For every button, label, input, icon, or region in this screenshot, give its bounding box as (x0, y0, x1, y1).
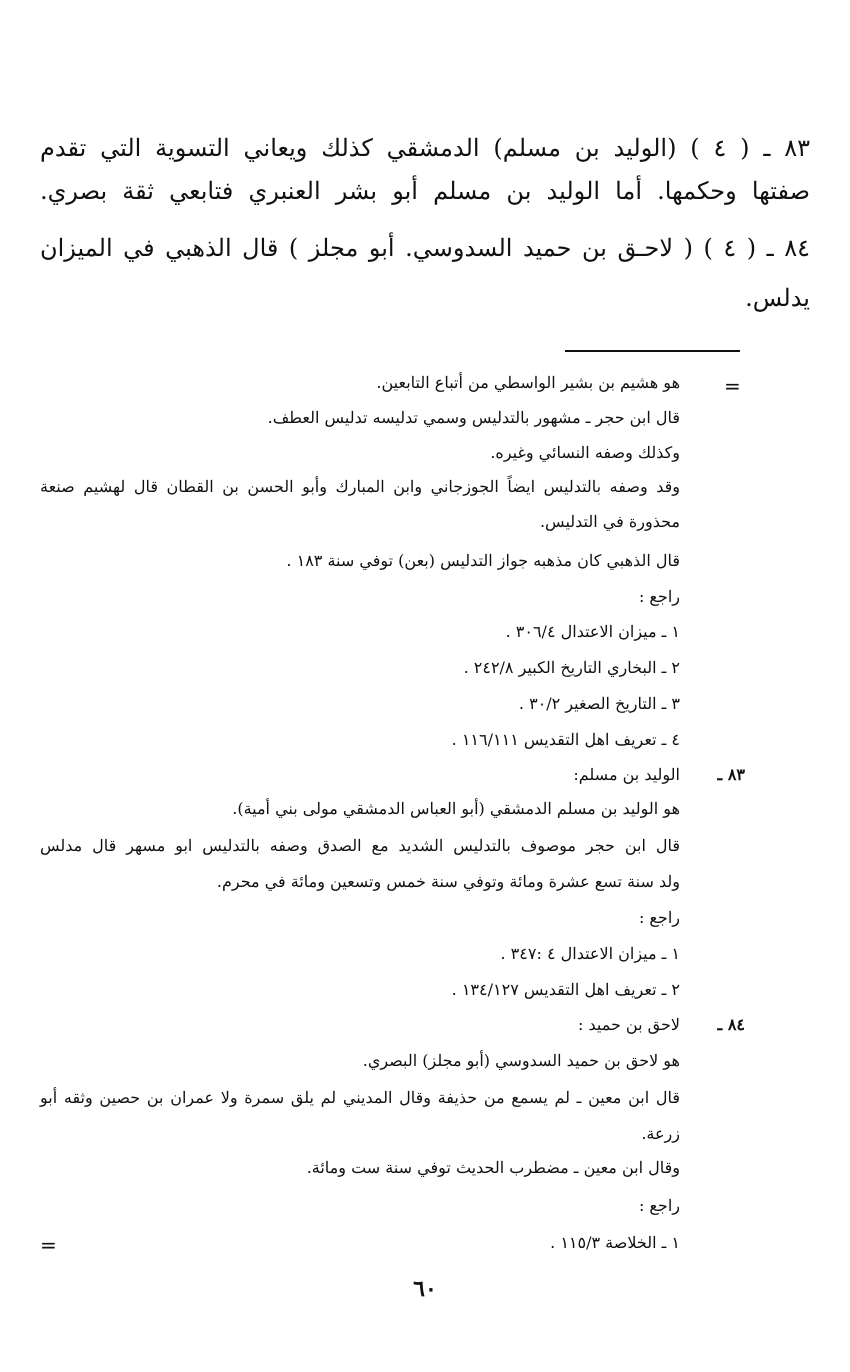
footnote-line: وقد وصفه بالتدليس ايضاً الجوزجاني وابن المبارك وأبو الحسن بن القطان قال لهشيم صنعة (40, 477, 680, 496)
footnote-line: محذورة في التدليس. (539, 512, 680, 531)
footnote-line: هو هشيم بن بشير الواسطي من أتباع التابعين. (376, 373, 680, 392)
footnote-line: قال ابن حجر ـ مشهور بالتدليس وسمي تدليسه تدليس العطف. (267, 408, 680, 427)
footnote-line: هو الوليد بن مسلم الدمشقي (أبو العباس الدمشقي مولى بني أمية). (232, 799, 680, 818)
footnote-line: ١ ـ الخلاصة ١١٥/٣ . (550, 1233, 680, 1252)
footnote-line: ١ ـ ميزان الاعتدال ٣٠٦/٤ . (505, 622, 680, 641)
main-line-4: يدلس. (745, 284, 810, 312)
continuation-mark-top: = (724, 374, 741, 398)
footnote-line: ٢ ـ البخاري التاريخ الكبير ٢٤٢/٨ . (463, 658, 680, 677)
page-number: ٦٠ (413, 1276, 437, 1302)
footnote-line: وقال ابن معين ـ مضطرب الحديث توفي سنة ست ومائة. (306, 1158, 680, 1177)
footnote-line: قال ابن معين ـ لم يسمع من حذيفة وقال المديني لم يلق سمرة ولا عمران بن حصين وثقه أبو (40, 1088, 680, 1107)
main-line-3: ٨٤ ـ ( ٤ ) ( لاحـق بن حميد السدوسي. أبو مجلز ) قال الذهبي في الميزان (40, 234, 811, 262)
footnote-number-83: ٨٣ ـ (717, 765, 745, 784)
footnote-line: ٢ ـ تعريف اهل التقديس ١٣٤/١٢٧ . (451, 980, 680, 999)
footnote-separator (565, 350, 740, 352)
footnote-line: ٤ ـ تعريف اهل التقديس ١١٦/١١١ . (451, 730, 680, 749)
footnote-line: ٣ ـ التاريخ الصغير ٣٠/٢ . (518, 694, 680, 713)
main-line-2: صفتها وحكمها. أما الوليد بن مسلم أبو بشر العنبري فتابعي ثقة بصري. (40, 177, 810, 205)
footnote-line: هو لاحق بن حميد السدوسي (أبو مجلز) البصري. (362, 1051, 680, 1070)
footnote-heading: لاحق بن حميد : (577, 1015, 680, 1034)
footnote-line: زرعة. (641, 1124, 680, 1143)
footnote-heading: الوليد بن مسلم: (573, 765, 680, 784)
footnote-line: قال ابن حجر موصوف بالتدليس الشديد مع الصدق وصفه بالتدليس ابو مسهر قال مدلس (40, 836, 680, 855)
footnote-line: ولد سنة تسع عشرة ومائة وتوفي سنة خمس وتسعين ومائة في محرم. (216, 872, 680, 891)
footnote-line: وكذلك وصفه النسائي وغيره. (490, 443, 680, 462)
footnote-line: ١ ـ ميزان الاعتدال ٤ :٣٤٧ . (500, 944, 680, 963)
main-line-1: ٨٣ ـ ( ٤ ) (الوليد بن مسلم) الدمشقي كذلك ويعاني التسوية التي تقدم (40, 134, 811, 162)
footnote-line: راجع : (638, 1196, 680, 1215)
footnote-line: قال الذهبي كان مذهبه جواز التدليس (بعن) توفي سنة ١٨٣ . (286, 551, 680, 570)
footnote-line: راجع : (638, 908, 680, 927)
footnote-number-84: ٨٤ ـ (717, 1015, 745, 1034)
footnote-line: راجع : (638, 587, 680, 606)
continuation-mark-bottom: = (40, 1233, 57, 1257)
